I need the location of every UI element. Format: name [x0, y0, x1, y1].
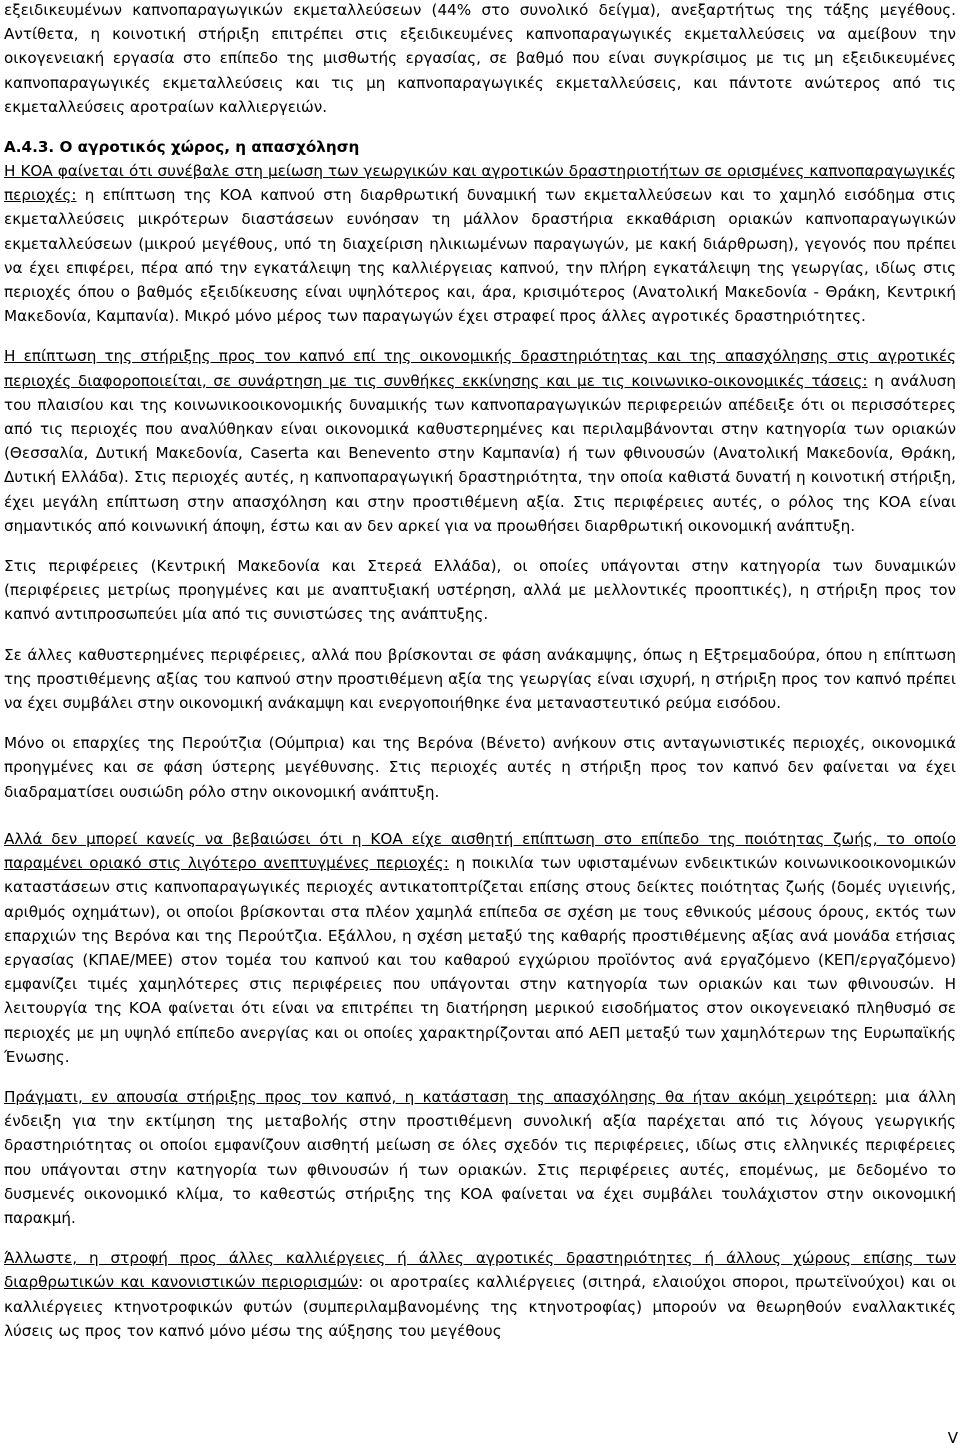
paragraph-intro	[4, 0, 956, 119]
spacer	[0, 328, 960, 344]
spacer	[0, 627, 960, 643]
paragraph-text: μια άλλη ένδειξη για την εκτίμηση της μεταβολής στην προστιθέμενη συνολική αξία παρέχεται από τις λόγους γεωργικής δραστηριότητας οι οποίοι εμφανίζουν αισθητή μείωση σε όλες σχεδόν τις περιφέρειες, ιδίως στις ελληνικές περιφέρειες που υπάγονται στην κατηγορία των φθινουσών ή των οριακών. Στις περιφέρειες αυτές, επομένως, με δεδομένο το δυσμενές οικονομικό κλίμα, το καθεστώς στήριξης της ΚΟΑ φαίνεται να έχει συμβάλει τουλάχιστον στην οικονομική παρακμή.	[4, 1087, 956, 1227]
paragraph-regional-impact	[4, 344, 956, 538]
paragraph-text: Στις περιφέρειες (Κεντρική Μακεδονία και Στερεά Ελλάδα), οι οποίες υπάγονται στην κατηγορία των δυναμικών (περιφέρειες μετρίως προηγμένες και με αναπτυξιακή υστέρηση, αλλά με μελλοντικές προοπτικές), η στήριξη προς τον καπνό αντιπροσωπεύει μία από τις συνιστώσες της ανάπτυξης.	[4, 557, 956, 624]
spacer	[0, 1069, 960, 1085]
underlined-lead: Η ΚΟΑ φαίνεται ότι συνέβαλε στη μείωση των γεωργικών και αγροτικών δραστηριοτήτων σε ορισμένες καπνοπαραγωγικές περιοχές:	[4, 162, 956, 205]
underlined-lead: Άλλωστε, η στροφή προς άλλες καλλιέργειες ή άλλες αγροτικές δραστηριότητες ή άλλους χώρους επίσης των διαρθρωτικών και κανονιστικών περιορισμών	[4, 1249, 956, 1292]
paragraph-conversion	[4, 1246, 956, 1343]
section-heading: Α.4.3. Ο αγροτικός χώρος, η απασχόληση	[4, 138, 360, 157]
paragraph-text: η ποικιλία των υφισταμένων ενδεικτικών κοινωνικοοικονομικών καταστάσεων στις καπνοπαραγωγικές περιοχές αντικατοπτρίζεται επίσης στους δείκτες ποιότητας ζωής (δομές υγιεινής, αριθμός οχημάτων), οι οποίοι βρίσκονται στα πλέον χαμηλά επίπεδα σε σχέση με τους εθνικούς μέσους όρους, εκτός των επαρχιών της Βερόνα και της Περούτζια. Εξάλλου, η σχέση μεταξύ της καθαρής προστιθέμενης αξίας ανά μονάδα ετήσιας εργασίας (ΚΠΑΕ/ΜΕΕ) στον τομέα του καπνού και του καθαρού εγχώριου προϊόντος ανά εργαζόμενο (ΚΕΠ/εργαζόμενο) εμφανίζει τιμές χαμηλότερες στις περιφέρειες που υπάγονται στην κατηγορία των οριακών και των φθινουσών. Η λειτουργία της ΚΟΑ φαίνεται ότι είναι να επιτρέπει τη διατήρηση μερικού εισοδήματος στον οικογενειακό πληθυσμό σε περιοχές με μη υψηλό επίπεδο ανεργίας και οι οποίες χαρακτηρίζονται από ΑΕΠ μεταξύ των χαμηλότερων της Ευρωπαϊκής Ένωσης.	[4, 854, 956, 1066]
underlined-lead: Η επίπτωση της στήριξης προς τον καπνό επί της οικονομικής δραστηριότητας και της απασχόλησης στις αγροτικές περιοχές διαφοροποιείται, σε συνάρτηση με τις συνθήκες εκκίνησης και με τις κοινωνικο-οικονομικές τάσεις:	[4, 347, 956, 390]
page-number: V	[947, 1429, 958, 1447]
underlined-lead: Αλλά δεν μπορεί κανείς να βεβαιώσει ότι η ΚΟΑ είχε αισθητή επίπτωση στο επίπεδο της ποιότητας ζωής, το οποίο παραμένει οριακό στις λιγότερο ανεπτυγμένες περιοχές:	[4, 829, 956, 873]
paragraph-rural-decline	[4, 159, 956, 328]
paragraph-text: Σε άλλες καθυστερημένες περιφέρειες, αλλά που βρίσκονται σε φάση ανάκαμψης, όπως η Εξτρεμαδούρα, όπου η επίπτωση της προστιθέμενης αξίας του καπνού στην προστιθέμενη αξία της γεωργίας είναι ισχυρή, η στήριξη προς τον καπνό πρέπει να έχει συμβάλει στην οικονομική ανάκαμψη και ενεργοποιήθηκε ένα μεταναστευτικό ρεύμα εισόδου.	[4, 645, 956, 713]
paragraph-text: : οι αροτραίες καλλιέργειες (σιτηρά, ελαιούχοι σποροι, πρωτεϊνούχοι) και οι καλλιέργειες κτηνοτροφικών φυτών (συμπεριλαμβανομένης της κτηνοτροφίας) μπορούν να θεωρηθούν εναλλακτικές λύσεις ως προς τον καπνό μόνο μέσω της αύξησης του μεγέθους	[4, 1273, 956, 1340]
spacer	[0, 538, 960, 554]
paragraph-dynamic-regions	[4, 554, 956, 627]
spacer	[0, 119, 960, 135]
paragraph-text: η επίπτωση της ΚΟΑ καπνού στη διαρθρωτική δυναμική των εκμεταλλεύσεων και το χαμηλό εισόδημα στις εκμεταλλεύσεις μικρότερων διαστάσεων ευνόησαν τη μάλλον δραστήρια εκκαθάριση οριακών καπνοπαραγωγικών εκμεταλλεύσεων (μικρού μεγέθους, υπό τη διαχείριση ηλικιωμένων παραγωγών, με κακή διάρθρωση), γεγονός που πρέπει να έχει επιφέρει, πέρα από την εγκατάλειψη της καλλιέργειας καπνού, την πλήρη εγκατάλειψη της γεωργίας, ιδίως στις περιοχές όπου ο βαθμός εξειδίκευσης είναι υψηλότερος και, άρα, κρισιμότερος (Ανατολική Μακεδονία - Θράκη, Κεντρική Μακεδονία, Καμπανία). Μικρό μόνο μέρος των παραγωγών έχει στραφεί προς άλλες αγροτικές δραστηριότητες.	[4, 186, 956, 326]
paragraph-competitive-regions	[4, 731, 956, 804]
underlined-lead: Πράγματι, εν απουσία στήριξης προς τον καπνό, η κατάσταση της απασχόλησης θα ήταν ακόμη χειρότερη:	[4, 1087, 877, 1106]
paragraph-text: Μόνο οι επαρχίες της Περούτζια (Ούμπρια) και της Βερόνα (Βένετο) ανήκουν στις ανταγωνιστικές περιοχές, οικονομικά προηγμένες και σε φάση ύστερης μεγέθυνσης. Στις περιοχές αυτές η στήριξη προς τον καπνό δεν φαίνεται να έχει διαδραματίσει ουσιώδη ρόλο στην οικονομική ανάπτυξη.	[4, 734, 956, 801]
paragraph-quality-of-life	[4, 827, 956, 1069]
paragraph-text: εξειδικευμένων καπνοπαραγωγικών εκμεταλλεύσεων (44% στο συνολικό δείγμα), ανεξαρτήτως της τάξης μεγέθους. Αντίθετα, η κοινοτική στήριξη επιτρέπει στις εξειδικευμένες καπνοπαραγωγικές εκμεταλλεύσεις να αμείβουν την οικογενειακή εργασία στο επίπεδο της μισθωτής εργασίας, σε βαθμό που είναι συγκρίσιμος με τις μη εξειδικευμένες καπνοπαραγωγικές εκμεταλλεύσεις και τις μη καπνοπαραγωγικές εκμεταλλεύσεις, και πάντοτε ανώτερος από τις εκμεταλλεύσεις αροτραίων καλλιεργειών.	[4, 1, 956, 116]
spacer	[0, 1230, 960, 1246]
paragraph-employment	[4, 1085, 956, 1230]
paragraph-text: η ανάλυση του πλαισίου και της κοινωνικοοικονομικής δυναμικής των καπνοπαραγωγικών περιφερειών απέδειξε ότι οι περισσότερες από τις περιοχές που αναλύθηκαν είναι οικονομικά καθυστερημένες και περιλαμβάνονται στην κατηγορία των οριακών (Θεσσαλία, Δυτική Μακεδονία, Caserta και Benevento στην Καμπανία) ή των φθινουσών (Ανατολική Μακεδονία, Θράκη, Δυτική Ελλάδα). Στις περιοχές αυτές, η καπνοπαραγωγική δραστηριότητα, την οποία καθιστά δυνατή η κοινοτική στήριξη, έχει μεγάλη επίπτωση στην απασχόληση και στην προστιθέμενη αξία. Στις περιφέρειες αυτές, ο ρόλος της ΚΟΑ είναι σημαντικός από κοινωνική άποψη, έστω και αν δεν αρκεί για να προωθήσει διαρθρωτική οικονομική ανάπτυξη.	[4, 371, 956, 535]
spacer	[0, 804, 960, 827]
spacer	[0, 715, 960, 731]
paragraph-recovering-regions	[4, 643, 956, 716]
